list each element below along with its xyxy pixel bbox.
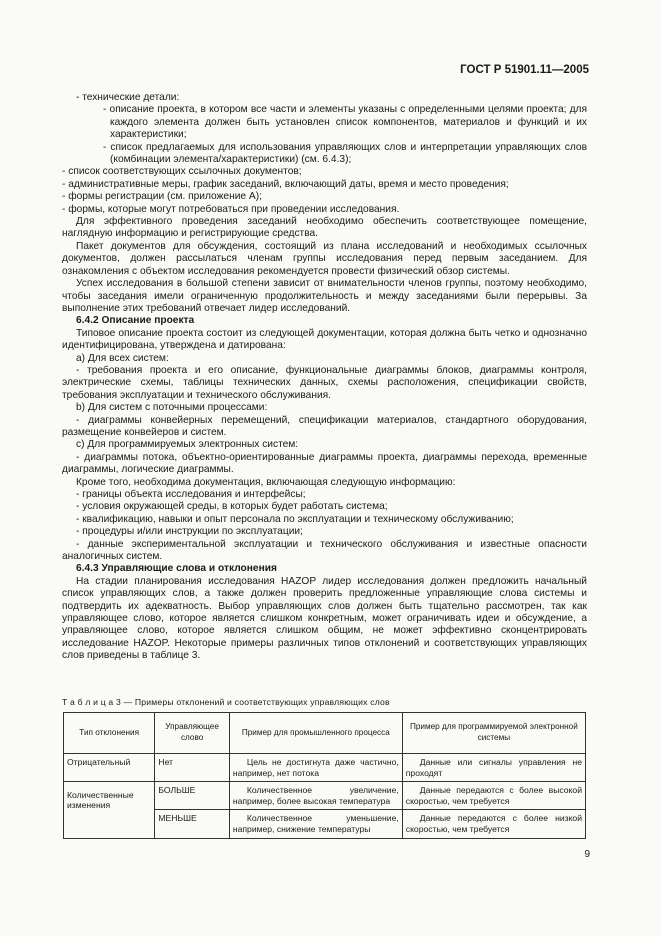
list-item: - формы, которые могут потребоваться при проведении исследования. [62, 203, 400, 215]
table-header-cell: Тип отклонения [64, 713, 155, 754]
paragraph: Успех исследования в большой степени зависит от внимательности членов группы, поэтому необходимо, чтобы заседания имели ограниченную продолжительность и между заседаниями были перерывы. За выполнение этих требований отвечает лидер исследований. [62, 278, 587, 314]
table-cell: МЕНЬШЕ [155, 810, 230, 838]
list-label: а) Для всех систем: [76, 352, 169, 364]
table-header-cell: Пример для промышленного процесса [229, 713, 402, 754]
table-cell: БОЛЬШЕ [155, 782, 230, 810]
list-item: - диаграммы потока, объектно-ориентированные диаграммы проекта, диаграммы перехода, временные диаграммы, логические диаграммы. [62, 451, 587, 476]
table-header-cell: Управляющее слово [155, 713, 230, 754]
list-item: - условия окружающей среды, в которых будет работать система; [76, 501, 388, 513]
list-item: - технические детали: [76, 92, 180, 103]
section-heading: 6.4.2 Описание проекта [76, 315, 195, 327]
list-label: с) Для программируемых электронных систем: [76, 439, 299, 451]
table-cell: Количественное увеличение, например, более высокая температура [229, 782, 402, 810]
paragraph: На стадии планирования исследования HAZOP лидер исследования должен предложить начальный список управляющих слов, а также должен проверить предложенные управляющие слова системы и подтвердить их адекватность. Выбор управляющих слов должен быть тщательно рассмотрен, так как управляющее слово, которое является слишком конкретным, может ограничивать идеи и обсуждение, а управляющее слово, которое является слишком общим, не может эффективно сконцентрировать исследование HAZOP. Некоторые примеры различных типов отклонений и соответствующих управляющих слов приведены в таблице 3. [62, 575, 587, 662]
table-header-cell: Пример для программируемой электронной системы [402, 713, 585, 754]
table-row [64, 754, 586, 782]
paragraph: Типовое описание проекта состоит из следующей документации, которая должна быть четко и однозначно идентифицирована, утверждена и датирована: [62, 327, 587, 352]
list-item: - список соответствующих ссылочных документов; [62, 166, 302, 178]
table-cell: Нет [155, 754, 230, 782]
table-caption: Т а б л и ц а 3 — Примеры отклонений и соответствующих управляющих слов [62, 697, 390, 707]
list-item: - формы регистрации (см. приложение А); [62, 191, 262, 203]
list-item: - диаграммы конвейерных перемещений, спецификации материалов, стандартного оборудования, размещение конвейеров и систем. [62, 414, 587, 438]
list-item: - административные меры, график заседаний, включающий даты, время и место проведения; [62, 178, 509, 190]
section-heading: 6.4.3 Управляющие слова и отклонения [76, 563, 277, 575]
table-cell: Отрицательный [64, 754, 155, 782]
list-item: - список предлагаемых для использования управляющих слов и интерпретации управляющих слов (комбинации элемента/характеристики) (см. 6.4.3); [103, 141, 587, 166]
table-cell: Данные передаются с более низкой скоростью, чем требуется [402, 810, 585, 838]
list-item: - квалификацию, навыки и опыт персонала по эксплуатации и техническому обслуживанию; [76, 513, 514, 525]
table-cell: Количественные изменения [64, 782, 155, 838]
paragraph: Для эффективного проведения заседаний необходимо обеспечить соответствующее помещение, наглядную информацию и регистрирующие средства. [62, 216, 587, 240]
document-header: ГОСТ Р 51901.11—2005 [460, 64, 589, 76]
list-item: - процедуры и/или инструкции по эксплуатации; [76, 526, 303, 538]
table-cell: Данные или сигналы управления не проходят [402, 754, 585, 782]
document-body [62, 92, 587, 663]
page-number: 9 [584, 849, 590, 860]
table-cell: Количественное уменьшение, например, снижение температуры [229, 810, 402, 838]
list-item: - данные экспериментальной эксплуатации и технического обслуживания и известные опасности аналогичных систем. [62, 538, 587, 563]
deviations-table [63, 712, 586, 839]
list-label: b) Для систем с поточными процессами: [76, 402, 268, 414]
paragraph: Кроме того, необходима документация, включающая следующую информацию: [76, 476, 456, 488]
list-item: - требования проекта и его описание, функциональные диаграммы блоков, диаграммы контроля, электрические схемы, таблицы технических данных, схемы расположения, спецификации свойств, требования эксплуатации и технического обслуживания. [62, 364, 587, 401]
table-header-row [64, 713, 586, 754]
list-item: - описание проекта, в котором все части и элементы указаны с определенными целями проекта; для каждого элемента должен быть установлен список компонентов, материалов и функций и их характеристики; [103, 104, 587, 141]
table-row [64, 782, 586, 810]
list-item: - границы объекта исследования и интерфейсы; [76, 489, 306, 500]
paragraph: Пакет документов для обсуждения, состоящий из плана исследований и необходимых ссылочных документов, должен рассылаться членам группы исследования перед первым заседанием. Для ознакомления с объектом исследования рекомендуется провести физический обзор системы. [62, 240, 587, 277]
table-cell: Данные передаются с более высокой скоростью, чем требуется [402, 782, 585, 810]
table-cell: Цель не достигнута даже частично, например, нет потока [229, 754, 402, 782]
